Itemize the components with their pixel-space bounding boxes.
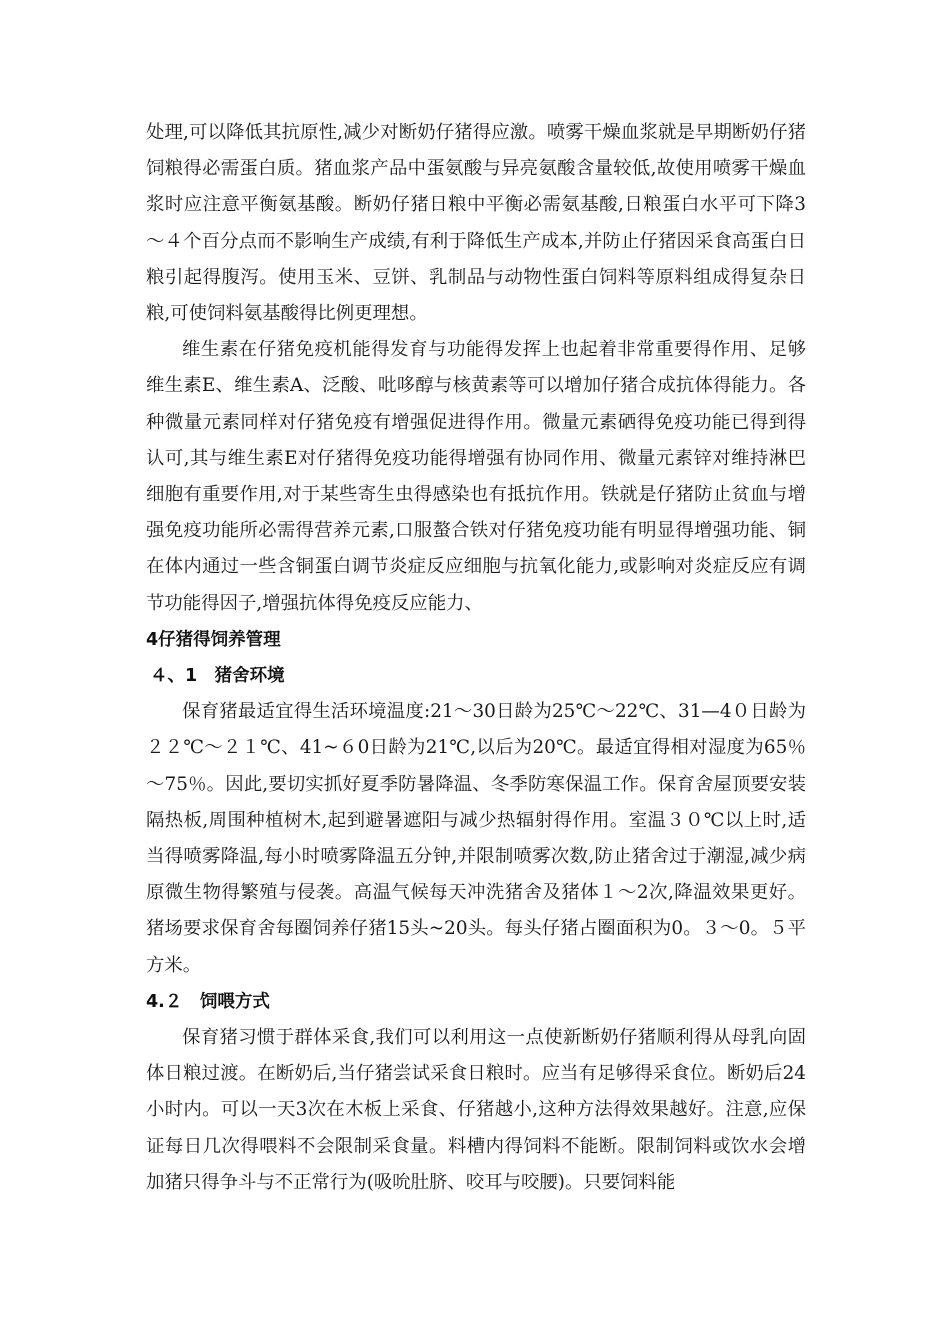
- subsection-heading-feeding-method: 4.２ 饲喂方式: [146, 991, 270, 1012]
- document-body: [146, 115, 806, 1201]
- section-heading-feeding-management: 4仔猪得饲养管理: [146, 629, 281, 650]
- paragraph-protein-nutrition: 处理,可以降低其抗原性,减少对断奶仔猪得应激。喷雾干燥血浆就是早期断奶仔猪饲粮得必需蛋白质。猪血浆产品中蛋氨酸与异亮氨酸含量较低,故使用喷雾干燥血浆时应注意平衡氨基酸。断奶仔猪日粮中平衡必需氨基酸,日粮蛋白水平可下降3～４个百分点而不影响生产成绩,有利于降低生产成本,并防止仔猪因采食高蛋白日粮引起得腹泻。使用玉米、豆饼、乳制品与动物性蛋白饲料等原料组成得复杂日粮,可使饲料氨基酸得比例更理想。: [146, 122, 806, 325]
- paragraph-feeding-method: 保育猪习惯于群体采食,我们可以利用这一点使新断奶仔猪顺利得从母乳向固体日粮过渡。在断奶后,当仔猪尝试采食日粮时。应当有足够得采食位。断奶后24小时内。可以一天3次在木板上采食、仔猪越小,这种方法得效果越好。注意,应保证每日几次得喂料不会限制采食量。料槽内得饲料不能断。限制饲料或饮水会增加猪只得争斗与不正常行为(吸吮肚脐、咬耳与咬腰)。只要饲料能: [146, 1027, 806, 1193]
- paragraph-environment-temperature: 保育猪最适宜得生活环境温度:21～30日龄为25℃～22℃、31—4０日龄为２２℃～２１℃、41~６0日龄为21℃,以后为20℃。最适宜得相对湿度为65％～75％。因此,要切实抓好夏季防暑降温、冬季防寒保温工作。保育舍屋顶要安装隔热板,周围种植树木,起到避暑遮阳与减少热辐射得作用。室温３０℃以上时,适当得喷雾降温,每小时喷雾降温五分钟,并限制喷雾次数,防止猪舍过于潮湿,减少病原微生物得繁殖与侵袭。高温气候每天冲洗猪舍及猪体１～2次,降温效果更好。猪场要求保育舍每圈饲养仔猪15头~20头。每头仔猪占圈面积为0。３～0。５平方米。: [146, 701, 806, 976]
- paragraph-vitamins-immunity: 维生素在仔猪免疫机能得发育与功能得发挥上也起着非常重要得作用、足够维生素E、维生素A、泛酸、吡哆醇与核黄素等可以增加仔猪合成抗体得能力。各种微量元素同样对仔猪免疫有增强促进得作用。微量元素硒得免疫功能已得到得认可,其与维生素E对仔猪得免疫功能得增强有协同作用、微量元素锌对维持淋巴细胞有重要作用,对于某些寄生虫得感染也有抵抗作用。铁就是仔猪防止贫血与增强免疫功能所必需得营养元素,口服螯合铁对仔猪免疫功能有明显得增强功能、铜在体内通过一些含铜蛋白调节炎症反应细胞与抗氧化能力,或影响对炎症反应有调节功能得因子,增强抗体得免疫反应能力、: [146, 339, 806, 614]
- subsection-heading-pig-house-environment: ４、1 猪舍环境: [150, 666, 285, 687]
